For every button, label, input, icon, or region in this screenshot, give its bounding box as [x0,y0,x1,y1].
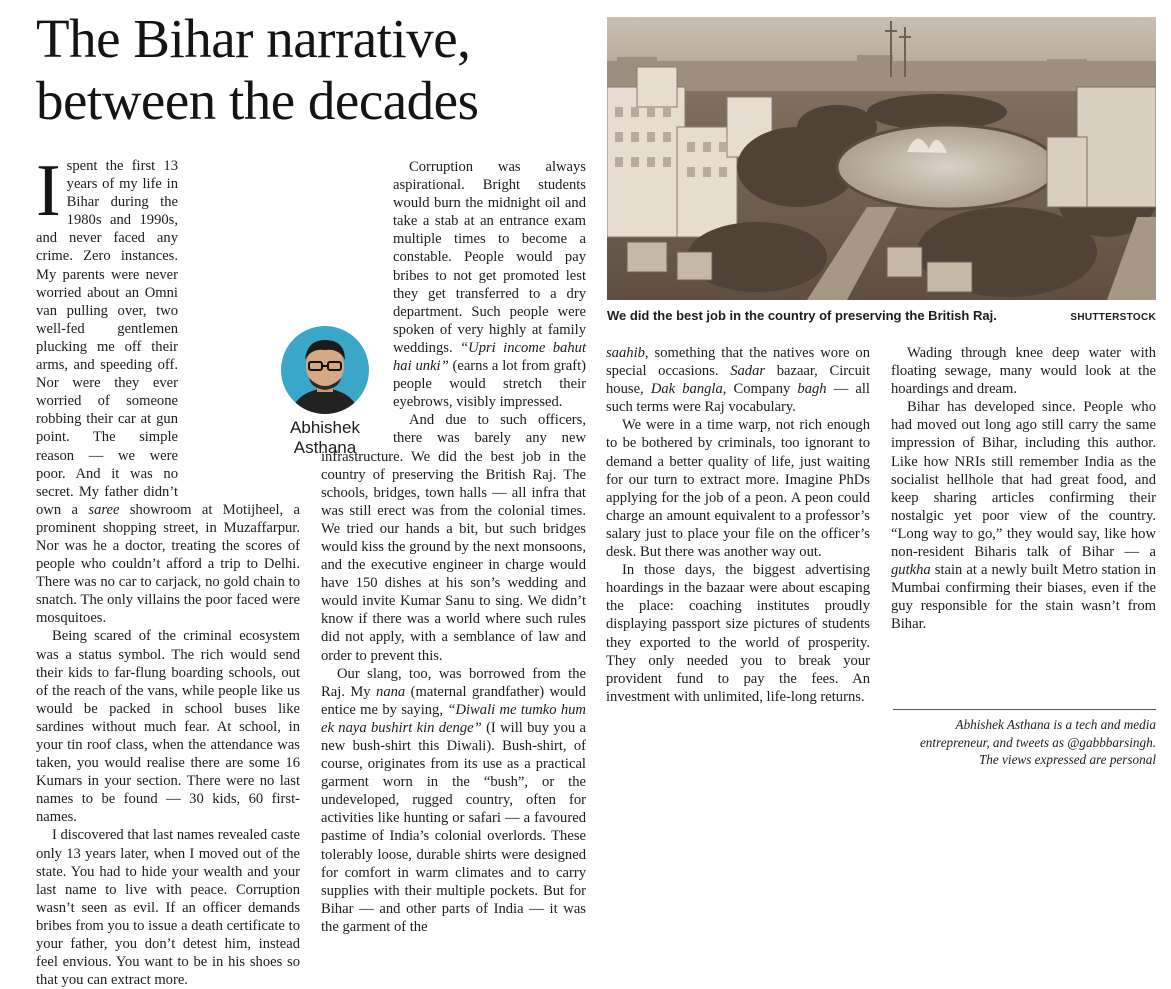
drop-cap: I [36,150,61,232]
paragraph-2: Being scared of the criminal ecosystem was a status symbol. The rich would send their kids to far-flung boarding schools, out of the reach of the vans, while people like us would be packed in school buses like sardines without much fear. At school, in your tin roof class, when the attendance was taken, you would realise there are some 16 Kumars in your section. There were no last names to be found — 30 kids, 60 first-names. [36,628,300,826]
article-column-2 [321,158,586,936]
headline [36,8,596,132]
headline-line-1: The Bihar narrative, [36,8,471,69]
paragraph-6 [321,665,586,936]
paragraph-1-italic: saree [88,501,120,518]
photo-credit: SHUTTERSTOCK [1070,312,1156,323]
paragraph-9: Wading through knee deep water with floating sewage, many would look at the hoardings and dream. [891,345,1156,398]
paragraph-10-text: Bihar has developed since. People who had moved out long ago still carry the same impression of Bihar, including this author. Like how NRIs still remember India as the socialist hellhole that had great food, and keep sharing articles confirming their nostalgic yet poor view of the country. “Long way to go,” they would say, like how non-resident Biharis talk of Bihar — a [891,399,1156,561]
bio-line-1: Abhishek Asthana is a tech and media [955,717,1156,732]
paragraph-6-tail-4: — all such terms were Raj vocabulary. [606,381,870,416]
paragraph-4-quote: “Upri income bahut hai unki” [393,339,586,375]
author-last-name: Asthana [293,438,357,457]
paragraph-1-rest: showroom at Motijheel, a prominent shopping street, in Muzaffarpur. Nor was he a doctor, treating the scores of people who couldn’t afford a trip to Delhi. There was no car to carjack, no gold chain to snatch. The only villains the poor faced were mosquitoes. [36,501,301,627]
paragraph-6-tail-3: , Company [722,381,791,398]
paragraph-1 [36,150,301,627]
paragraph-6-tail-2: bazaar, Circuit house, [606,363,870,398]
paragraph-10-gutkha: gutkha [891,562,931,579]
paragraph-6-bagh: bagh [797,381,827,398]
author-first-name: Abhishek [290,418,360,437]
paragraph-7: We were in a time warp, not rich enough to be bothered by criminals, too ignorant to demand a better quality of life, just waiting for our turn to extract more. Imagine PhDs applying for the job of a peon. A peon could charge an amount equivalent to a professor’s salary just to place your file on the officer’s desk. But there was another way out. [606,417,870,561]
paragraph-4 [321,158,586,411]
author-bio [893,716,1156,769]
paragraph-10-rest: stain at a newly built Metro station in Mumbai confirming their biases, even if the guy responsible for the stain wasn’t from Bihar. [891,562,1156,633]
paragraph-3: I discovered that last names revealed caste only 13 years later, when I moved out of the state. You had to hide your wealth and your last name to live with peace. Corruption wasn’t seen as evil. If an officer demands bribes from you to issue a death certificate to your father, you don’t detest him, instead feel envious. You want to be in his shoes so that you can extract more. [36,827,300,989]
author-wrap-space-left [321,294,387,434]
paragraph-6-nana: nana [376,683,406,700]
city-lake-photo [607,17,1156,300]
paragraph-4-rest: (earns a lot from graft) people would stretch their eyebrows, visibly impressed. [393,358,586,411]
headline-line-2: between the decades [36,70,479,131]
bio-line-2: entrepreneur, and tweets as @gabbbarsingh. [919,734,1156,750]
article-column-3 [606,344,870,706]
paragraph-6-mid: (maternal grandfather) would entice me by saying, [321,683,586,718]
paragraph-6-tail: , something that the natives wore on special occasions. [606,345,870,380]
paragraph-10 [891,398,1156,633]
photo-caption: We did the best job in the country of preserving the British Raj. [607,308,997,323]
paragraph-6-quote: “Diwali me tumko hum ek naya bushirt kin denge” [321,701,586,736]
author-wrap-space [184,309,300,489]
paragraph-1-text: spent the first 13 years of my life in Bihar during the 1980s and 1990s, and never faced any crime. Zero instances. My parents were never worried about an Omni van pulling over, two well-fed gentlemen plucking me off their arms, and speeding off. Nor were they ever worried of someone robbing their car at gun point. The simple reason — we were poor. And it was no secret. My father didn’t own a [36,158,178,518]
paragraph-4-text: Corruption was always aspirational. Bright students would burn the midnight oil and take a stab at an entrance exam multiple times to become a constable. People would pay bribes to not get promoted lest they get transferred to a dry department. Such people were spoken of very highly at family weddings. [393,159,586,356]
bio-line-3: The views expressed are personal [978,752,1156,767]
paragraph-6-dak: Dak bangla [650,381,723,398]
city-photo-illustration [607,17,1156,300]
article-column-4 [891,344,1156,634]
bio-divider [893,709,1156,710]
paragraph-6-saahib: saahib [606,345,645,361]
paragraph-6-sadar: Sadar [730,363,766,380]
article-column-1 [36,150,301,989]
paragraph-6-continued [606,344,870,416]
paragraph-8: In those days, the biggest advertising hoardings in the bazaar were about escaping the place: coaching institutes proudly displaying passport size pictures of students they exported to the world of prosperity. They only needed you to break your provident fund to pay the fees. An investment with unlimited, life-long returns. [606,562,870,705]
paragraph-5: And due to such officers, there was barely any new infrastructure. We did the best job in the country of preserving the British Raj. The schools, bridges, town halls — all infra that was still erect was from the colonial times. We tried our hands a bit, but such bridges would kiss the ground by the next monsoons, and the executive engineer in charge would have 150 dishes at his son’s wedding and would invite Kumar Sanu to sing. We didn’t know if there was a world where such rules did not apply, with a semblance of law and order to prevent this. [321,412,586,664]
paragraph-6-text: Our slang, too, was borrowed from the Raj. My [321,665,586,700]
paragraph-6-rest: (I will buy you a new bush-shirt this Diwali). Bush-shirt, of course, originates from its use as a practical garment worn in the “bush”, or the undeveloped, rugged country, often for activities like hunting or safari — a favoured pastime of India’s colonial overlords. These tolerably loose, durable shirts were designed for comfort in warm climates and to carry supplies with their multiple pockets. But for Bihar — and other parts of India — it was the garment of the [321,719,586,935]
